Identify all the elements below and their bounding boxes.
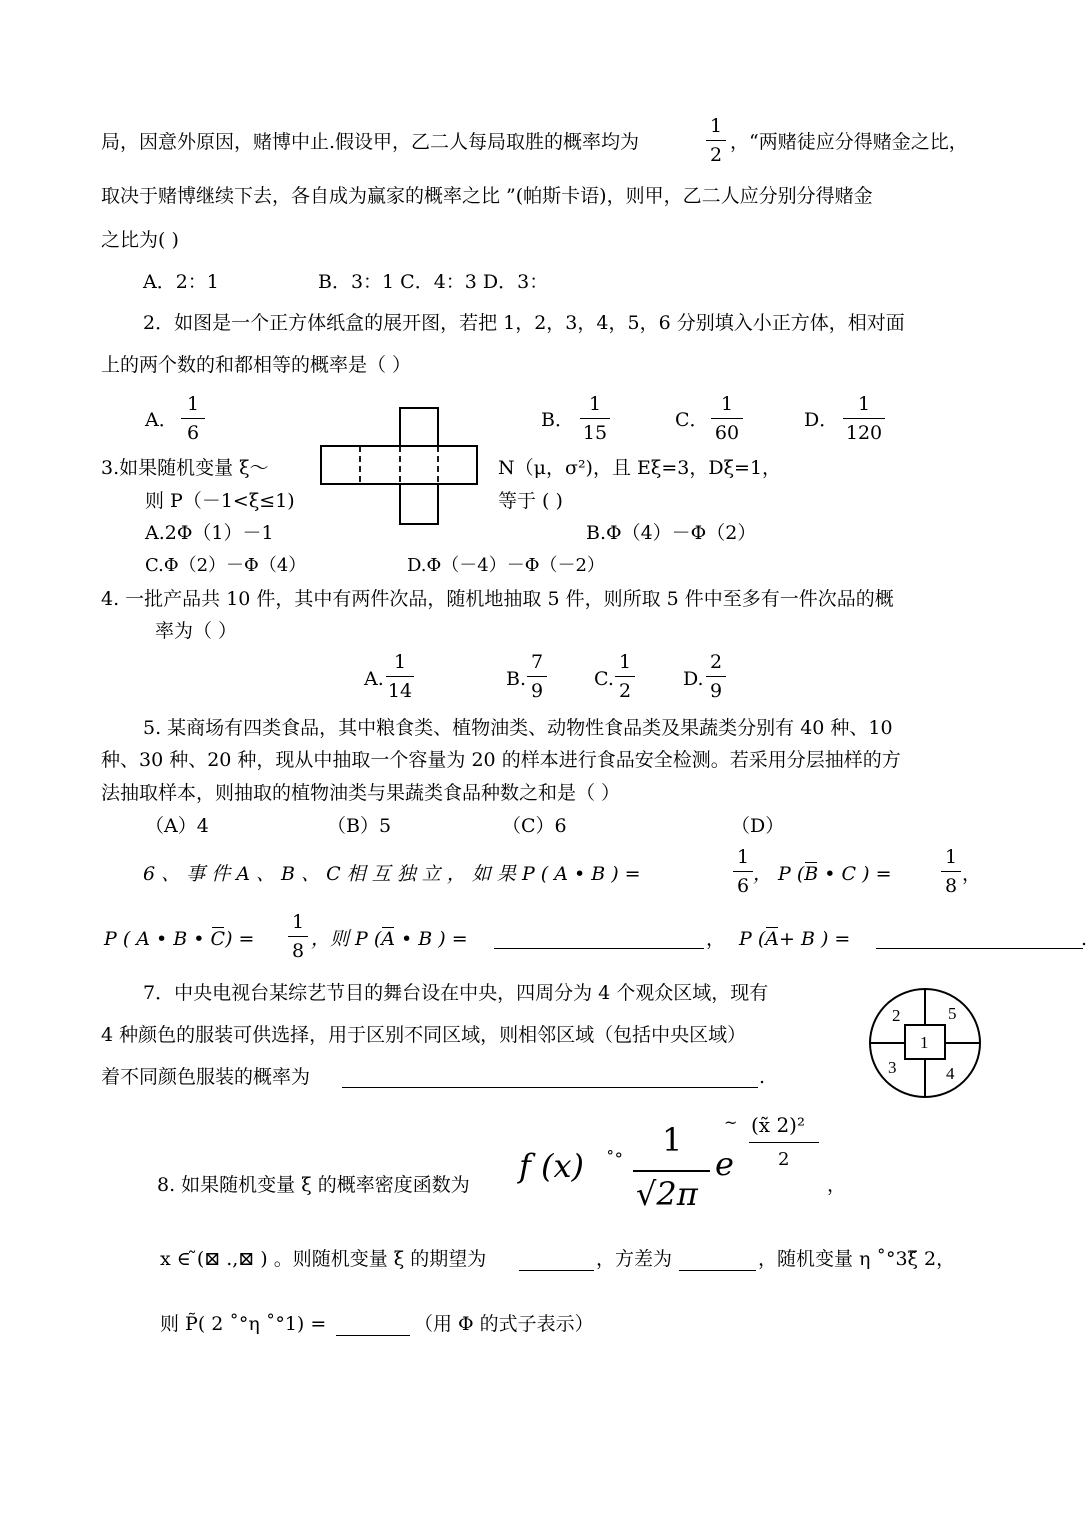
q4-line1: 4. 一批产品共 10 件，其中有两件次品，随机地抽取 5 件，则所取 5 件中至多有一件次品的概 [101,588,894,610]
q1-option-a: A．2：1 [143,271,219,293]
q4-line2: 率为（ ） [155,620,238,642]
q6-b-bar: B [804,863,819,885]
q3-option-a: A.2Φ（1）－1 [145,522,274,544]
q6-answer-blank-2[interactable] [876,948,1083,949]
q6-lead: 6 、 事 件 A 、 B 、 C 相 互 独 立 ， 如 果 P ( A • B ) = [143,863,641,885]
q5-option-b: （B）5 [327,815,392,837]
q2-line2: 上的两个数的和都相等的概率是（ ） [101,354,412,376]
q6-mid-c: • C ) = [818,863,892,885]
q2-opt-b-den: 15 [582,422,608,444]
q4-opt-c-label: C. [594,668,614,690]
q8-line2-b: ，方差为 [596,1248,673,1270]
q8-exp-bar [749,1142,819,1143]
q4-opt-c-num: 1 [618,651,632,673]
q6-f2-num: 1 [944,846,958,868]
q8-comma: ， [827,1174,847,1196]
q6-a-bar-2: A [765,928,779,950]
q8-line3-a: 则 P̃( 2 ˚°η ˚°1) = [160,1313,327,1335]
q2-opt-c-fraction [711,395,743,443]
q6-mid [753,865,892,884]
q1-line1-a: 局，因意外原因，赌博中止.假设甲，乙二人每局取胜的概率均为 [101,131,640,153]
q6-f3-num: 1 [291,911,305,933]
q2-opt-d-label: D． [804,409,839,431]
q2-opt-b-fraction [580,395,610,443]
q2-opt-a-label: A． [145,409,178,431]
q8-main-bar [633,1170,710,1172]
q8-lead: 8. 如果随机变量 ξ 的概率密度函数为 [157,1174,470,1196]
q4-opt-a-den: 14 [387,680,413,702]
q6-f1-den: 6 [736,875,750,897]
stage-regions-figure [865,985,985,1101]
q6-line2-start [104,930,254,949]
q6-mid-a: ， P ( [753,863,805,885]
q6-line2-mid [311,930,468,949]
q4-opt-b-num: 7 [530,651,544,673]
q5-line3: 法抽取样本，则抽取的植物油类与果蔬类食品种数之和是（ ） [101,782,621,804]
q3-line2-a: 则 P（－1<ξ≤1) [145,490,295,512]
region-label-bottom-right: 4 [946,1064,955,1083]
q4-opt-c-fraction [615,653,635,701]
q4-opt-d-fraction [706,653,726,701]
q3-line2-b: 等于 ( ) [498,490,563,512]
q2-line1: 2．如图是一个正方体纸盒的展开图，若把 1，2，3，4，5，6 分别填入小正方体，相对面 [143,312,905,334]
q7-answer-blank[interactable] [342,1087,758,1088]
q3-option-b: B.Φ（4）－Φ（2） [586,522,757,544]
q8-e: e [715,1145,734,1183]
q5-option-a: （A）4 [145,815,209,837]
q2-opt-a-den: 6 [186,422,200,444]
q4-opt-d-den: 9 [709,680,723,702]
q6-a-bar: A [381,928,396,950]
q2-opt-d-den: 120 [845,422,883,444]
q6-fraction-3 [288,913,308,961]
q5-line2: 种、30 种、20 种，现从中抽取一个容量为 20 的样本进行食品安全检测。若采用分层抽样的方 [101,749,901,771]
q6-fraction-1 [733,848,753,896]
region-label-center: 1 [920,1033,929,1052]
q8-den: √2π [636,1175,698,1213]
q5-line1: 5. 某商场有四类食品，其中粮食类、植物油类、动物性食品类及果蔬类分别有 40 种、10 [143,717,893,739]
q4-opt-b-den: 9 [530,680,544,702]
q8-tilde: ~ [724,1113,738,1132]
q6-l2-g: ， [706,928,726,950]
q1-line1-b: ，“两赌徒应分得赌金之比， [730,131,968,153]
q6-fraction-2 [941,848,961,896]
q1-frac-num: 1 [709,115,723,137]
q2-opt-b-label: B． [541,409,574,431]
q7-line2: 4 种颜色的服装可供选择，用于区别不同区域，则相邻区域（包括中央区域） [101,1024,747,1046]
cube-net-figure [318,405,478,529]
q4-opt-a-fraction [386,653,414,701]
q8-line2-a: x ∈ ̃(⊠ .,⊠ ) 。则随机变量 ξ 的期望为 [160,1248,487,1270]
q6-f1-num: 1 [736,846,750,868]
q6-l2-f: • B ) = [395,928,468,950]
q2-opt-a-fraction [181,395,205,443]
q6-tail: ， [962,863,982,885]
q3-line1-a: 3.如果随机变量 ξ～ [101,457,269,479]
q2-opt-c-den: 60 [714,422,740,444]
q2-opt-c-label: C． [675,409,709,431]
q8-exp-den: 2 [778,1149,790,1170]
q1-fraction [706,117,726,165]
q6-l2-j: + B ) = [778,928,851,950]
q8-garble: ˚° [606,1150,623,1170]
region-label-bottom-left: 3 [888,1058,897,1077]
q2-opt-c-num: 1 [720,393,734,415]
q5-option-d: （D） [731,815,785,837]
q4-opt-d-label: D. [683,668,704,690]
q8-exp-num: (x̃ 2)² [751,1113,805,1137]
q1-frac-den: 2 [709,144,723,166]
q4-opt-a-label: A. [364,668,384,690]
q6-f2-den: 8 [944,875,958,897]
q1-options-bcd: B．3：1 C．4：3 D．3： [318,271,549,293]
q6-f3-den: 8 [291,940,305,962]
q8-line3-b: （用 Φ 的式子表示） [414,1313,594,1335]
q7-line3-end: . [759,1066,766,1088]
q7-line1: 7．中央电视台某综艺节目的舞台设在中央，四周分为 4 个观众区域，现有 [143,982,769,1004]
q4-opt-b-label: B. [506,668,527,690]
q6-l2-c: ) = [225,928,255,950]
region-label-top-right: 5 [948,1004,957,1023]
q8-blank-variance[interactable] [679,1270,756,1271]
q2-opt-d-num: 1 [857,393,871,415]
q4-opt-d-num: 2 [709,651,723,673]
q6-c-bar: C [210,928,226,950]
q3-line1-b: N（μ，σ²)，且 Eξ=3，Dξ=1， [498,457,782,479]
region-label-top-left: 2 [892,1006,901,1025]
q6-line2-end [739,930,850,949]
q3-option-c: C.Φ（2）－Φ（4） [145,555,307,576]
q4-opt-a-num: 1 [393,651,407,673]
q5-option-c: （C）6 [502,815,567,837]
q6-answer-blank-1[interactable] [494,948,704,949]
q2-opt-b-num: 1 [588,393,602,415]
q6-l2-h: P ( [739,928,766,950]
q2-opt-d-fraction [843,395,885,443]
q6-l2-a: P ( A • B • [104,928,211,950]
q6-l2-end: . [1081,928,1087,950]
q8-line2-c: ，随机变量 η ˚°3ξ̃ 2， [758,1248,956,1270]
q6-l2-d: ，则 P ( [311,928,382,950]
q4-opt-c-den: 2 [618,680,632,702]
q8-fx: f (x) [519,1147,585,1185]
q1-line3: 之比为( ) [101,229,179,251]
q4-opt-b-fraction [527,653,547,701]
q1-line2: 取决于赌博继续下去，各自成为赢家的概率之比 ”(帕斯卡语)，则甲，乙二人应分别分得赌金 [101,185,873,207]
q7-line3: 着不同颜色服装的概率为 [101,1066,311,1088]
q8-num: 1 [662,1121,683,1159]
q8-blank-expectation[interactable] [519,1270,594,1271]
q3-option-d: D.Φ（－4）－Φ（－2） [407,555,605,576]
q8-blank-probability[interactable] [336,1335,410,1336]
q2-opt-a-num: 1 [186,393,200,415]
